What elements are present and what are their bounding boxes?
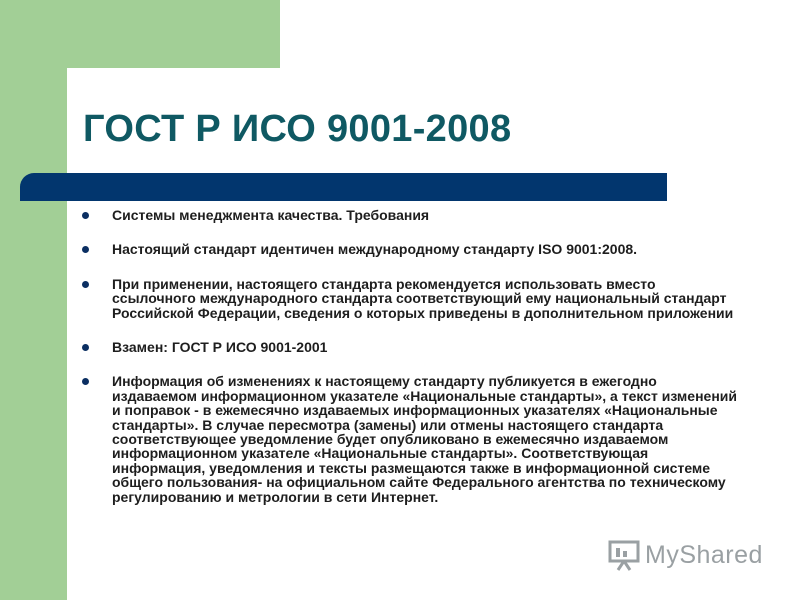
- slide-title: ГОСТ Р ИСО 9001-2008: [83, 108, 512, 150]
- bullet-item: [80, 208, 740, 222]
- bullet-dot-icon: [82, 246, 89, 253]
- bullet-text: Настоящий стандарт идентичен международному стандарту ISO 9001:2008.: [112, 241, 638, 258]
- presentation-board-icon: [607, 538, 641, 572]
- bullet-text: Информация об изменениях к настоящему стандарту публикуется в ежегодно издаваемом информационном указателе «Национальные стандарты», а текст изменений и поправок - в ежемесячно издаваемых информационных указателях «Национальные стандарты». В случае пересмотра (замены) или отмены настоящего стандарта соответствующее уведомление будет опубликовано в ежемесячно издаваемом информационном указателе «Национальные стандарты». Соответствующая информация, уведомления и тексты размещаются также в информационной системе общего пользования- на официальном сайте Федерального агентства по техническому регулированию и метрологии в сети Интернет.: [112, 373, 737, 505]
- watermark-text: MyShared: [645, 540, 763, 569]
- title-bar-accent: [20, 187, 58, 201]
- bullet-list: [80, 208, 740, 524]
- green-top-panel: [67, 0, 280, 68]
- bullet-item: [80, 277, 740, 320]
- bullet-dot-icon: [82, 378, 89, 385]
- bullet-item: [80, 340, 740, 354]
- bullet-dot-icon: [82, 281, 89, 288]
- myshared-watermark[interactable]: [607, 535, 777, 575]
- bullet-text: Системы менеджмента качества. Требования: [112, 207, 430, 223]
- bullet-dot-icon: [82, 344, 89, 351]
- green-side-panel: [0, 0, 67, 600]
- bullet-item: [80, 374, 740, 504]
- bullet-text: При применении, настоящего стандарта рекомендуется использовать вместо ссылочного международного стандарта соответствующий ему национальный стандарт Российской Федерации, сведения о которых приведены в дополнительном приложении: [112, 275, 734, 321]
- bullet-dot-icon: [82, 212, 89, 219]
- bullet-text: Взамен: ГОСТ Р ИСО 9001-2001: [112, 339, 328, 356]
- title-underline-bar: [20, 173, 667, 201]
- bullet-item: [80, 242, 740, 256]
